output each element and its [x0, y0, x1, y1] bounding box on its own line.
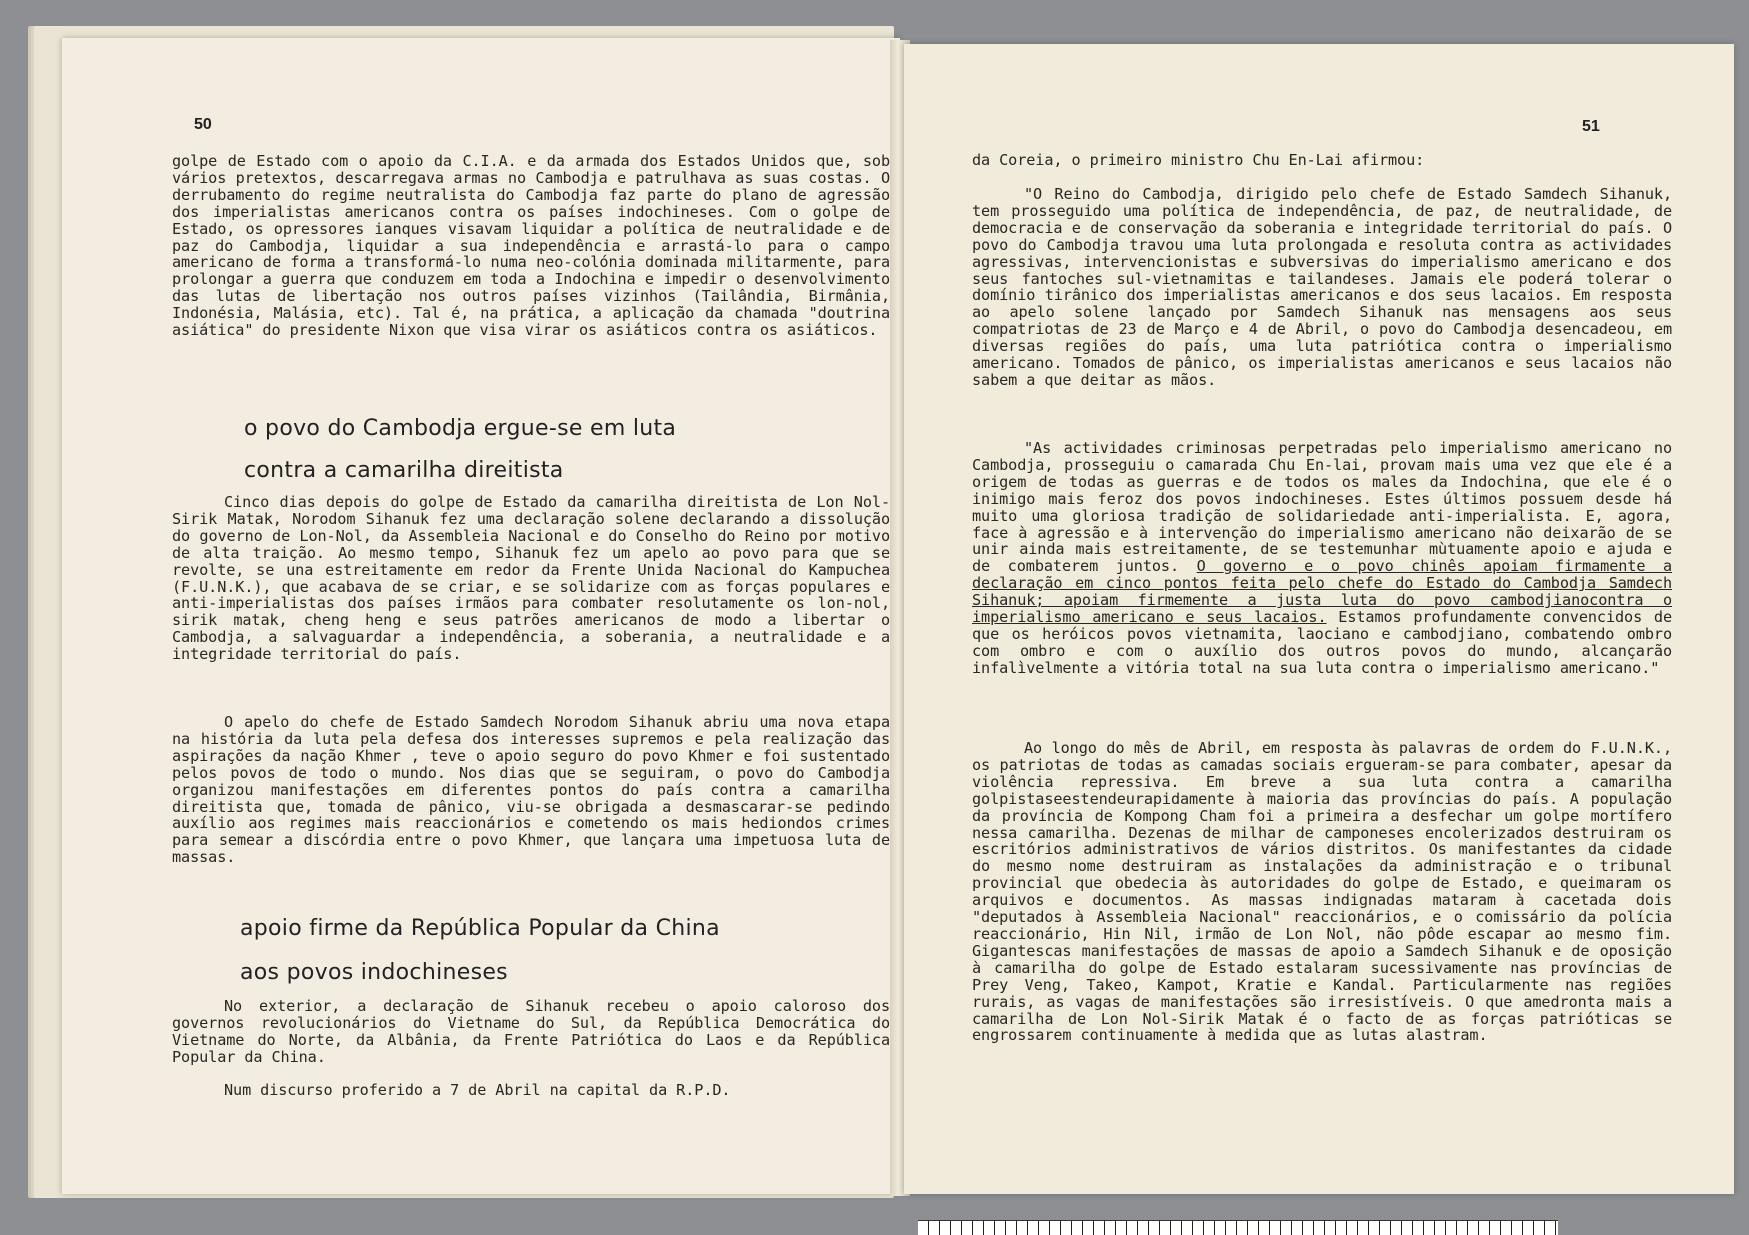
left-page — [62, 38, 900, 1194]
section-heading-2-line-2: aos povos indochineses — [240, 960, 508, 985]
right-page — [904, 44, 1734, 1194]
page-number-left: 50 — [194, 116, 212, 133]
left-paragraph-3: O apelo do chefe de Estado Samdech Norodom Sihanuk abriu uma nova etapa na história da luta pela defesa dos interesses supremos e pela realização das aspirações da nação Khmer , teve o apoio seguro do povo Khmer e foi sustentado pelos povos de todo o mundo. Nos dias que se seguiram, o povo do Cambodja organizou manifestações em diferentes pontos do país contra a camarilha direitista que, tomada de pânico, viu-se obrigada a desmascarar-se pedindo auxílio aos regimes mais reaccionários e cometendo os mais hediondos crimes para semear a discórdia entre o povo Khmer, que lançara uma impetuosa luta de massas. — [172, 713, 890, 867]
left-paragraph-1: golpe de Estado com o apoio da C.I.A. e da armada dos Estados Unidos que, sob vários pretextos, descarregava armas no Cambodja e patrulhava as suas costas. O derrubamento do regime neutralista do Cambodja faz parte do plano de agressão dos imperialistas americanos contra os países indochineses. Com o golpe de Estado, os opressores ianques visavam liquidar a política de neutralidade e de paz do Cambodja, liquidar a sua independência e arrastá-lo para o campo americano de forma a transformá-lo numa neo-colónia dominada militarmente, para prolongar a guerra que conduzem em toda a Indochina e impedir o desenvolvimento das lutas de libertação nos outros países vizinhos (Tailândia, Birmânia, Indonésia, Malásia, etc). Tal é, na prática, a aplicação da chamada "doutrina asiática" do presidente Nixon que visa virar os asiáticos contra os asiáticos. — [172, 152, 890, 340]
right-paragraph-2: "O Reino do Cambodja, dirigido pelo chefe de Estado Samdech Sihanuk, tem prosseguido uma política de independência, de paz, de neutralidade, de democracia e de conservação da soberania e integridade territorial do país. O povo do Cambodja travou uma luta prolongada e resoluta contra as actividades agressivas, intervencionistas e subversivas do imperialismo americano e dos seus fantoches sul-vietnamitas e tailandeses. Jamais ele poderá tolerar o domínio tirânico dos imperialistas americanos e dos seus lacaios. Em resposta ao apelo solene lançado por Samdech Sihanuk nas mensagens aos seus compatriotas de 23 de Março e 4 de Abril, o povo do Cambodja desencadeou, em diversas regiões do país, uma luta patriótica contra o imperialismo americano. Tomados de pânico, os imperialistas americanos e seus lacaios não sabem a que deitar as mãos. — [972, 185, 1672, 389]
section-heading-2-line-1: apoio firme da República Popular da China — [240, 916, 720, 941]
section-heading-1-line-2: contra a camarilha direitista — [244, 458, 564, 483]
left-paragraph-4: No exterior, a declaração de Sihanuk recebeu o apoio caloroso dos governos revolucionários do Vietname do Sul, da República Democrática do Vietname do Norte, da Albânia, da Frente Patriótica do Laos e da República Popular da China. — [172, 997, 890, 1066]
right-paragraph-3-part-b: Estamos profundamente convencidos de que os heróicos povos vietnamita, laociano e cambodjiano, combatendo ombro com ombro e com o auxílio dos outros povos do mundo, alcançarão infalìvelmente a vitória total na sua luta contra o imperialismo americano." — [972, 608, 1672, 677]
left-paragraph-2: Cinco dias depois do golpe de Estado da camarilha direitista de Lon Nol-Sirik Matak, Norodom Sihanuk fez uma declaração solene declarando a dissolução do governo de Lon-Nol, da Assembleia Nacional e do Conselho do Reino por motivo de alta traição. Ao mesmo tempo, Sihanuk fez um apelo ao povo para que se revolte, se una estreitamente em redor da Frente Unida Nacional do Kampuchea (F.U.N.K.), que acabava de se criar, e se solidarize com as forças populares e anti-imperialistas dos países irmãos para combater resolutamente os lon-nol, sirik matak, cheng heng e seus patrões americanos de modo a libertar o Cambodja, a salvaguardar a independência, a soberania, a neutralidade e a integridade territorial do país. — [172, 493, 890, 664]
left-paragraph-5: Num discurso proferido a 7 de Abril na capital da R.P.D. — [224, 1081, 731, 1099]
right-paragraph-3-part-a: "As actividades criminosas perpetradas pelo imperialismo americano no Cambodja, prosseguiu o camarada Chu En-lai, provam mais uma vez que ele é a origem de todas as guerras e de todos os males da Indochina, que ele é o inimigo mais feroz dos povos indochineses. Estes últimos possuem desde há muito uma gloriosa tradição de solidariedade anti-imperialista. E, agora, face à agressão e à intervenção do imperialismo americano não deixarão de se unir ainda mais estreitamente, de se testemunhar mùtuamente apoio e ajuda e de combaterem juntos. — [972, 439, 1672, 576]
right-paragraph-3-underlined: O governo e o povo chinês apoiam firmamente a declaração em cinco pontos feita pelo chefe do Estado do Cambodja Samdech Sihanuk; apoiam firmemente a justa luta do povo cambodjianocontra o imperialismo americano e seus lacaios. — [972, 557, 1673, 627]
section-heading-1-line-1: o povo do Cambodja ergue-se em luta — [244, 416, 677, 441]
right-paragraph-4: Ao longo do mês de Abril, em resposta às palavras de ordem do F.U.N.K., os patriotas de todas as camadas sociais ergueram-se para combater, apesar da violência repressiva. Em breve a sua luta contra a camarilha golpistaseestendeurapidamente à maioria das províncias do país. A população da província de Kompong Cham foi a primeira a desfechar um golpe mortífero nessa camarilha. Dezenas de milhar de camponeses encolerizados destruiram os escritórios administrativos de vários distritos. Os manifestantes da cidade do mesmo nome destruiram as instalações da administração e o tribunal provincial que obedecia às autoridades do golpe de Estado, e queimaram os arquivos e documentos. As massas indignadas mataram à cacetada dois "deputados à Assembleia Nacional" reaccionários, e o comissário da polícia reaccionário, Hin Nil, irmão de Lon Nol, não pôde escapar ao mesmo fim. Gigantescas manifestações de massas de apoio a Samdech Sihanuk e de oposição à camarilha do golpe de Estado estalaram sucessivamente nas províncias de Prey Veng, Takeo, Kampot, Kratie e Kandal. Particularmente nas regiões rurais, as vagas de manifestações são irresistíveis. O que amedronta mais a camarilha de Lon Nol-Sirik Matak é o facto de as forças patrióticas se engrossarem continuamente à medida que as lutas alastram. — [972, 739, 1672, 1045]
right-paragraph-3 — [972, 440, 1672, 677]
page-number-right: 51 — [1582, 118, 1600, 135]
scale-ruler — [918, 1220, 1558, 1235]
right-paragraph-1: da Coreia, o primeiro ministro Chu En-Lai afirmou: — [972, 151, 1425, 169]
